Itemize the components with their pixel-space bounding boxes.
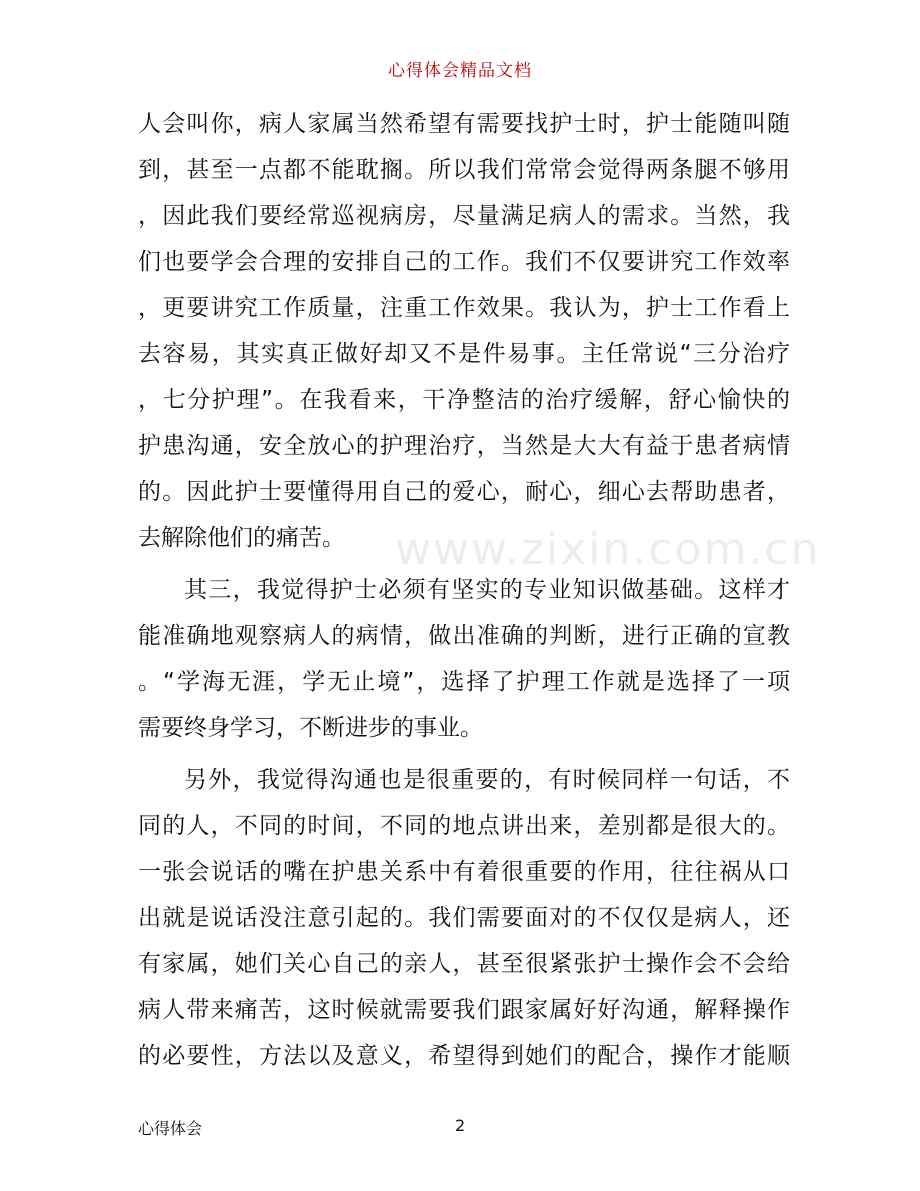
text-line: 的。因此护士要懂得用自己的爱心，耐心，细心去帮助患者， (138, 479, 790, 505)
paragraph (138, 101, 790, 561)
text-line: 能准确地观察病人的病情，做出准确的判断，进行正确的宣教 (138, 623, 790, 649)
text-line: 需要终身学习，不断进步的事业。 (138, 715, 483, 741)
document-header-title: 心得体会精品文档 (388, 61, 532, 81)
watermark-text: www.zixin.com.cn (395, 524, 821, 575)
text-line: ，七分护理”。在我看来，干净整洁的治疗缓解，舒心愉快的 (138, 387, 790, 413)
text-line: 有家属，她们关心自己的亲人，甚至很紧张护士操作会不会给 (138, 951, 790, 977)
text-line: 护患沟通，安全放心的护理治疗，当然是大大有益于患者病情 (138, 433, 790, 459)
text-line: 其三，我觉得护士必须有坚实的专业知识做基础。这样才 (184, 577, 790, 603)
text-line: 病人带来痛苦，这时候就需要我们跟家属好好沟通，解释操作 (138, 997, 790, 1023)
text-line: 。“学海无涯，学无止境”，选择了护理工作就是选择了一项 (138, 669, 790, 695)
paragraph (138, 567, 790, 751)
text-line: 人会叫你，病人家属当然希望有需要找护士时，护士能随叫随 (138, 111, 790, 137)
text-line: 到，甚至一点都不能耽搁。所以我们常常会觉得两条腿不够用 (138, 157, 790, 183)
page-number: 2 (455, 1116, 466, 1135)
text-line: 出就是说话没注意引起的。我们需要面对的不仅仅是病人，还 (138, 905, 790, 931)
text-line: ，更要讲究工作质量，注重工作效果。我认为，护士工作看上 (138, 295, 790, 321)
text-line: 的必要性，方法以及意义，希望得到她们的配合，操作才能顺 (138, 1043, 790, 1069)
paragraph (138, 757, 790, 1079)
footer-label: 心得体会 (138, 1119, 203, 1138)
text-line: 一张会说话的嘴在护患关系中有着很重要的作用，往往祸从口 (138, 859, 790, 885)
document-body (138, 101, 790, 1079)
text-line: 另外，我觉得沟通也是很重要的，有时候同样一句话，不 (184, 767, 790, 793)
text-line: 们也要学会合理的安排自己的工作。我们不仅要讲究工作效率 (138, 249, 790, 275)
text-line: 去解除他们的痛苦。 (138, 525, 345, 551)
text-line: 同的人，不同的时间，不同的地点讲出来，差别都是很大的。 (138, 813, 790, 839)
text-line: 去容易，其实真正做好却又不是件易事。主任常说“三分治疗 (138, 341, 790, 367)
text-line: ，因此我们要经常巡视病房，尽量满足病人的需求。当然，我 (138, 203, 790, 229)
